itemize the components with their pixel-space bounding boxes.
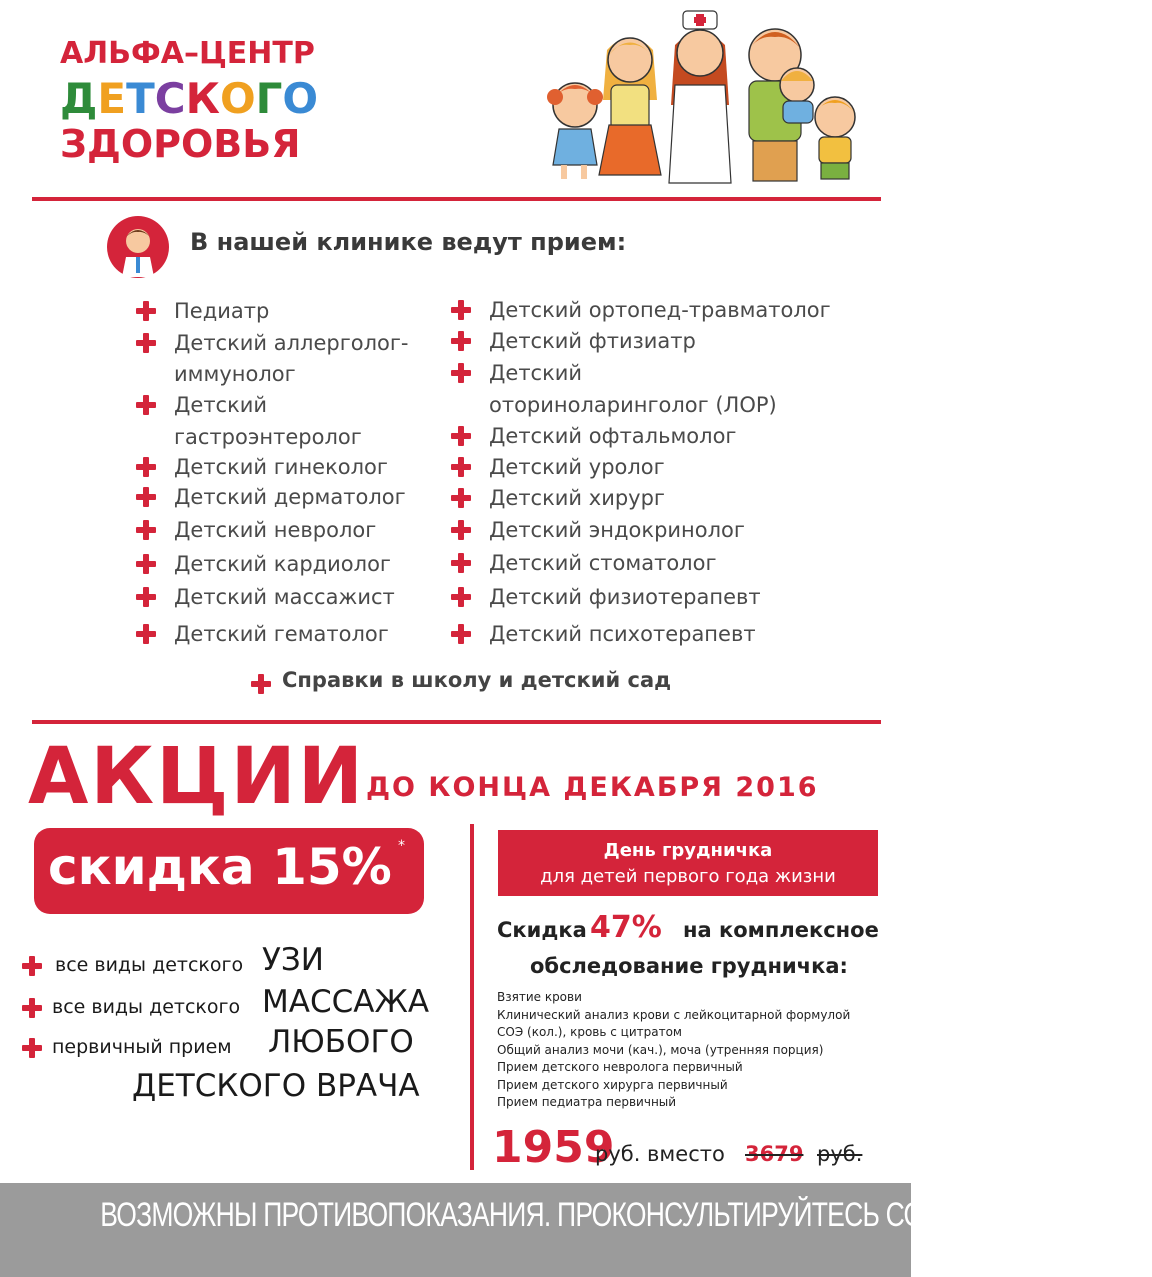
deal-big-text: МАССАЖА [262,984,430,1020]
logo-line-1: АЛЬФА–ЦЕНТР [60,36,315,71]
promo-subtitle: ДО КОНЦА ДЕКАБРЯ 2016 [366,772,819,803]
plus-icon [136,395,156,415]
plus-icon [22,998,42,1018]
specialist-item: Педиатр [174,299,270,323]
baby-day-title: День грудничка [603,840,773,861]
logo-letter: Т [126,74,155,123]
specialist-item: Детский [174,393,268,417]
baby-day-subtitle: для детей первого года жизни [540,866,836,887]
plus-icon [22,956,42,976]
plus-icon [22,1038,42,1058]
certificates-text: Справки в школу и детский сад [282,668,672,692]
logo-letter: Е [97,74,127,123]
doctor-avatar [106,215,170,279]
procedure-item: Прием детского хирурга первичный [497,1077,728,1092]
specialist-item: Детский хирург [489,486,665,510]
baby-discount-suffix: на комплексное [683,918,879,942]
plus-icon [136,554,156,574]
specialist-item: Детский стоматолог [489,551,717,575]
logo-letter: О [282,74,319,123]
plus-icon [451,426,471,446]
price-new: 1959 [492,1122,615,1173]
mother-figure [599,38,661,176]
deal-last-line: ДЕТСКОГО ВРАЧА [132,1068,420,1104]
discount-label: скидка 15% [48,838,392,896]
logo-letter: К [185,74,220,123]
specialist-item: Детский фтизиатр [489,329,696,353]
specialist-item: Детский гематолог [174,622,389,646]
logo-letter: О [219,74,256,123]
logo-letter: С [154,74,186,123]
plus-icon [451,553,471,573]
logo-letter: Д [60,74,98,123]
plus-icon [136,487,156,507]
specialist-item: Детский физиотерапевт [489,585,761,609]
specialist-item: Детский уролог [489,455,665,479]
deal-big-text: ЛЮБОГО [268,1024,414,1060]
discount-asterisk: * [398,838,405,854]
deal-small-text: все виды детского [52,996,241,1018]
plus-icon [136,520,156,540]
logo-line-2 [60,74,318,123]
specialist-item: Детский офтальмолог [489,424,737,448]
divider-top [32,197,881,201]
specialist-item: Детский кардиолог [174,552,391,576]
divider-promo [32,720,881,724]
specialist-item: Детский психотерапевт [489,622,756,646]
plus-icon [451,624,471,644]
baby-discount-value: 47% [590,910,662,945]
plus-icon [251,674,271,694]
price-old-unit: руб. [817,1142,863,1166]
plus-icon [136,624,156,644]
plus-icon [451,457,471,477]
deal-small-text: первичный прием [52,1036,232,1058]
plus-icon [451,363,471,383]
logo-letter: Г [255,74,283,123]
plus-icon [451,300,471,320]
deal-big-text: УЗИ [262,942,324,978]
specialist-item: Детский массажист [174,585,395,609]
procedure-item: Взятие крови [497,990,582,1004]
plus-icon [451,488,471,508]
specialist-item: Детский [489,361,583,385]
specialist-item: Детский гинеколог [174,455,388,479]
procedure-item: Клинический анализ крови с лейкоцитарной формулой [497,1007,851,1022]
specialist-item: оториноларинголог (ЛОР) [489,393,777,417]
specialist-item: гастроэнтеролог [174,425,362,449]
specialist-item: иммунолог [174,362,296,386]
specialist-item: Детский эндокринолог [489,518,745,542]
plus-icon [136,333,156,353]
specialist-item: Детский невролог [174,518,377,542]
plus-icon [136,587,156,607]
family-illustration [545,5,865,185]
plus-icon [451,587,471,607]
logo-line-3: ЗДОРОВЬЯ [60,122,301,166]
promo-title: АКЦИИ [28,732,366,822]
nurse-figure [669,11,731,183]
section-heading: В нашей клинике ведут прием: [190,228,627,256]
specialist-item: Детский ортопед-травматолог [489,298,831,322]
footer-disclaimer: ВОЗМОЖНЫ ПРОТИВОПОКАЗАНИЯ. ПРОКОНСУЛЬТИРУЙТЕСЬ СО СПЕЦИАЛИСТОМ. [100,1196,1152,1234]
plus-icon [136,301,156,321]
procedure-item: Прием детского невролога первичный [497,1060,743,1074]
procedure-item: СОЭ (кол.), кровь с цитратом [497,1025,682,1039]
girl-figure [547,83,603,179]
baby-discount-prefix: Скидка [497,918,587,942]
price-old: 3679 [745,1142,804,1166]
specialist-item: Детский дерматолог [174,485,406,509]
deal-small-text: все виды детского [55,954,244,976]
boy-figure [815,97,855,179]
specialist-item: Детский аллерголог- [174,331,409,355]
procedure-item: Прием педиатра первичный [497,1095,677,1109]
plus-icon [451,331,471,351]
plus-icon [451,520,471,540]
baby-discount-line2: обследование грудничка: [530,954,848,978]
price-unit: руб. вместо [595,1142,725,1166]
plus-icon [136,457,156,477]
procedure-item: Общий анализ мочи (кач.), моча (утренняя порция) [497,1042,824,1057]
baby-figure [780,68,814,123]
promo-vertical-divider [470,824,474,1170]
